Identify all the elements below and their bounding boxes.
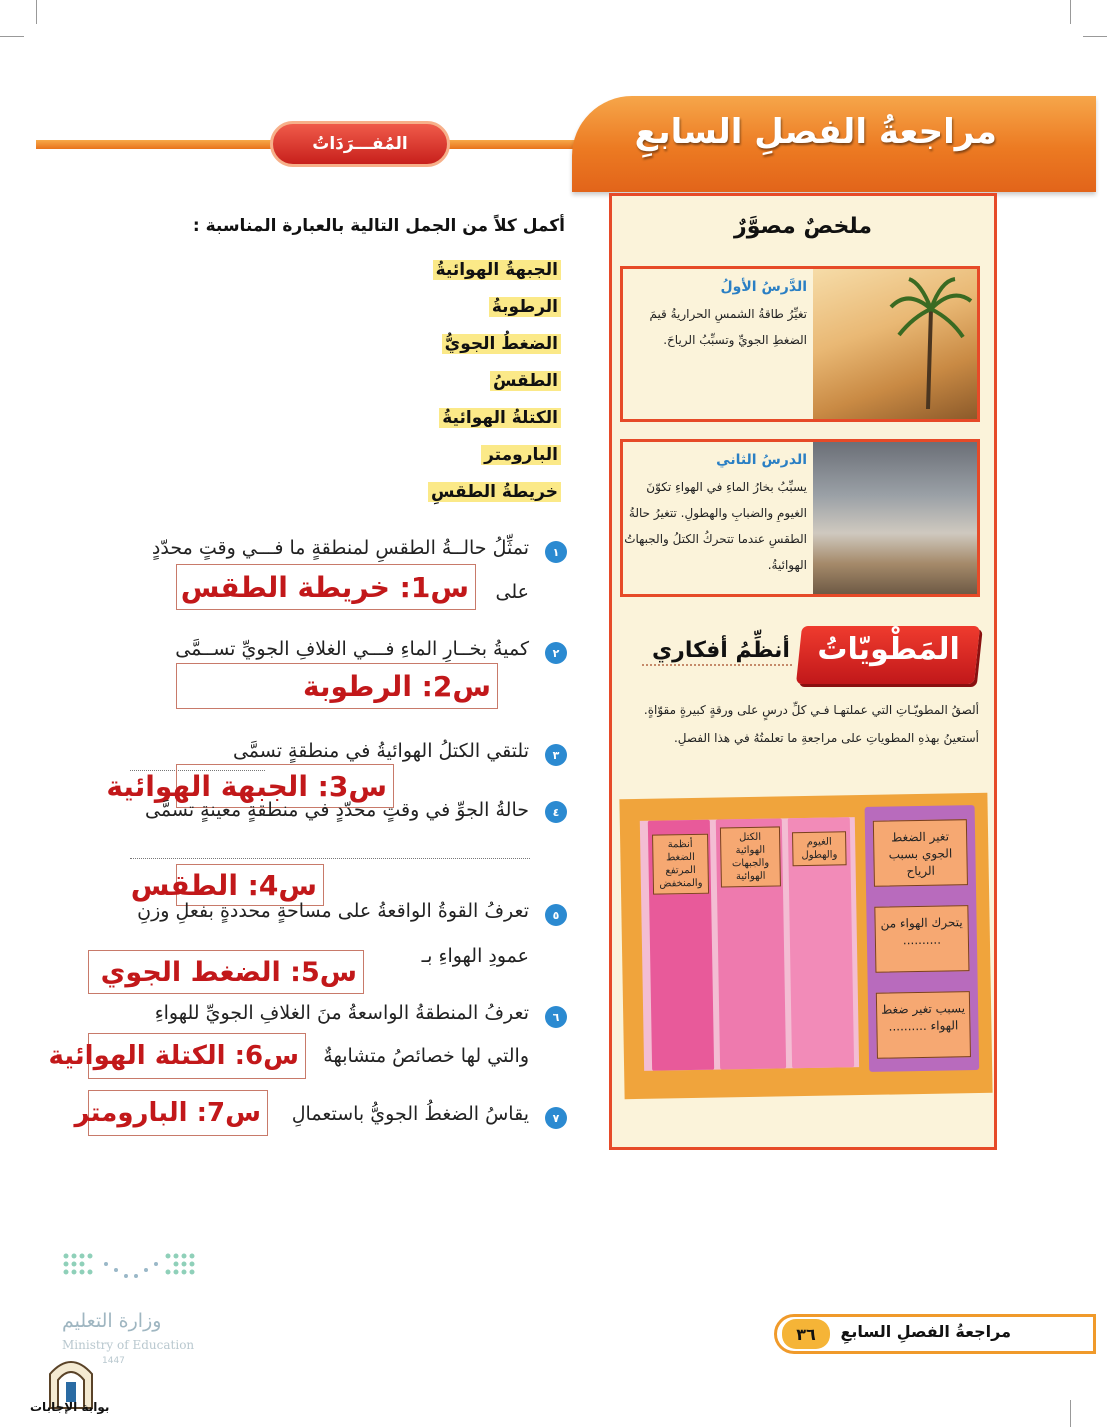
question-text: تعرفُ المنطقةُ الواسعةُ منَ الغلافِ الجويِّ للهواءِ — [154, 1002, 529, 1024]
instructions: أكمل كلاً من الجمل التالية بالعبارة المناسبة : — [192, 216, 565, 236]
question-text: على — [495, 581, 529, 603]
vocabulary-item: الطقسُ — [401, 367, 561, 404]
question-number: ٢ — [545, 642, 567, 664]
lesson-two-box — [620, 439, 980, 597]
vocabulary-item: البارومتر — [401, 441, 561, 478]
question-text: يقاسُ الضغطُ الجويُّ باستعمالِ — [291, 1103, 529, 1125]
answer-box: س4: الطقس — [176, 864, 324, 906]
crop-mark — [0, 36, 24, 37]
lesson-heading: الدَّرسُ الأولُ — [720, 279, 807, 295]
answer-box: س6: الكتلة الهوائية — [88, 1033, 306, 1079]
ministry-logo-icon — [58, 1250, 208, 1300]
lesson-heading: الدرسُ الثاني — [716, 452, 807, 468]
ministry-name-english: Ministry of Education — [62, 1338, 195, 1352]
question-number: ٤ — [545, 801, 567, 823]
answer-box: س7: البارومتر — [88, 1090, 268, 1136]
vocabulary-item: الجبهةُ الهوائيةُ — [401, 256, 561, 293]
desert-palm-photo — [813, 269, 977, 419]
answer-box: س2: الرطوبة — [176, 663, 498, 709]
ministry-name-arabic: وزارة التعليم — [62, 1310, 162, 1332]
answer-box: س3: الجبهة الهوائية — [176, 764, 394, 808]
question-number: ١ — [545, 541, 567, 563]
crop-mark — [1070, 0, 1071, 24]
question-number: ٥ — [545, 904, 567, 926]
summary-title: ملخصٌ مصوَّرٌ — [734, 214, 872, 239]
lesson-text: يسبِّبُ بخارُ الماءِ في الهواءِ تكوّنَ الغيومِ والضبابِ والهطولِ. تتغيرُ حالةُ الطقسِ عندما تتحركُ الكتلُ والجبهاتُ الهوائيةُ. — [624, 480, 807, 572]
question-number: ٣ — [545, 744, 567, 766]
foldable-card: يسبب تغير ضغط الهواء .......... — [876, 991, 971, 1059]
foldable-tab: الغيوم والهطول — [792, 831, 847, 866]
foldables-subtitle: أنظِّمُ أفكاري — [652, 638, 790, 663]
illustrated-summary-panel — [609, 193, 997, 1150]
question-text: حالةُ الجوِّ في وقتٍ محدّدٍ في منطقةٍ معينةٍ تسمَّى — [145, 799, 529, 821]
foldable-card: يتحرك الهواء من .......... — [874, 905, 969, 973]
palm-tree-icon — [813, 269, 977, 419]
page-number: ٣٦ — [782, 1319, 830, 1349]
storm-clouds-photo — [813, 442, 977, 594]
foldables-banner — [632, 616, 977, 694]
question-number: ٦ — [545, 1006, 567, 1028]
vocabulary-item: الكتلةُ الهوائيةُ — [401, 404, 561, 441]
answer-box: س1: خريطة الطقس — [176, 564, 476, 610]
question-text: عمودِ الهواءِ بـ — [421, 945, 529, 967]
foldable-card: تغير الضغط الجوي بسبب الرياح — [873, 819, 968, 887]
foldable-illustration — [619, 793, 992, 1099]
vocabulary-item: خريطةُ الطقسِ — [401, 478, 561, 515]
foldable-tab: الكتل الهوائية والجبهات الهوائية — [720, 826, 781, 887]
answer-line — [130, 858, 530, 859]
question-number: ٧ — [545, 1107, 567, 1129]
vocabulary-list — [401, 256, 561, 515]
lesson-one-box — [620, 266, 980, 422]
question-text: والتي لها خصائصُ متشابهةٌ — [323, 1045, 529, 1067]
ministry-year: 1447 — [102, 1356, 125, 1366]
foldables-description: ألصقُ المطويّـاتِ التي عملتهـا فـي كلِّ درسٍ على ورقةٍ كبيرةٍ مقوّاةٍ. أستعينُ بهذهِ المطوياتِ على مراجعةِ ما تعلمتُهُ في هذا الفصلِ. — [643, 703, 979, 745]
foldables-label: المَطْويّاتُ — [796, 626, 980, 684]
foldable-tab: أنظمة الضغط المرتفع والمنخفض — [652, 834, 709, 895]
site-name: بوابة الإجابات — [30, 1400, 110, 1414]
crop-mark — [36, 0, 37, 24]
question-text: تعرفُ القوةُ الواقعةُ على مساحةٍ محددةٍ بفعلِ وزنِ — [137, 900, 529, 922]
chapter-title: مراجعةُ الفصلِ السابعِ — [634, 112, 997, 152]
answer-box: س5: الضغط الجوي — [88, 950, 364, 994]
lesson-text: تغيِّرُ طاقةُ الشمسِ الحراريةُ قيمَ الضغطِ الجويِّ وتسبِّبُ الرياحَ. — [649, 307, 807, 347]
question-text: تلتقي الكتلُ الهوائيةُ في منطقةٍ تسمَّى — [232, 740, 529, 762]
footer-title: مراجعةُ الفصلِ السابعِ — [840, 1322, 1011, 1341]
question-text: كميةُ بخــارِ الماءِ فـــي الغلافِ الجويِّ تســمَّى — [175, 638, 529, 660]
crop-mark — [1083, 36, 1107, 37]
question-text: تمثِّلُ حالــةُ الطقسِ لمنطقةٍ ما فـــي وقتٍ محدّدٍ — [151, 537, 529, 559]
vocabulary-item: الرطوبةُ — [401, 293, 561, 330]
crop-mark — [1070, 1400, 1071, 1427]
vocabulary-pill: المُفـــرَدَاتُ — [270, 121, 450, 167]
vocabulary-item: الضغطُ الجويُّ — [401, 330, 561, 367]
